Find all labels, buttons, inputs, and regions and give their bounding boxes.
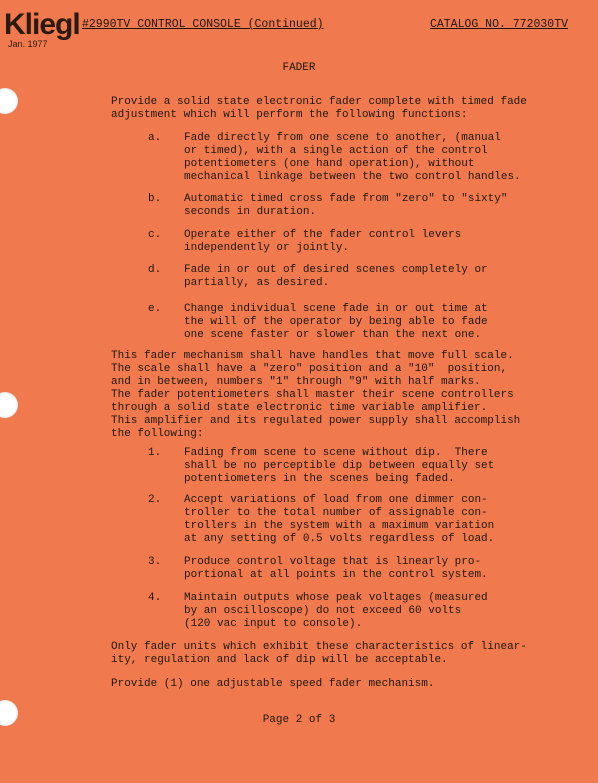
list-item-text: Fading from scene to scene without dip. There shall be no perceptible dip between equally set potentiometers in the scenes being faded. — [184, 447, 495, 485]
list-marker: a. — [148, 132, 162, 144]
section-title: FADER — [282, 62, 316, 74]
list-marker: d. — [148, 264, 162, 276]
list-item-text: Fade directly from one scene to another, (manual or timed), with a single action of the control potentiometers (one hand operation), without mechanical linkage between the two control handles. — [184, 132, 521, 183]
header-title: #2990TV CONTROL CONSOLE (Continued) — [82, 18, 324, 31]
list-marker: 1. — [148, 447, 162, 459]
acceptance-paragraph: Only fader units which exhibit these characteristics of linear- ity, regulation and lack of dip will be acceptable. — [111, 641, 527, 666]
catalog-number: CATALOG NO. 772030TV — [429, 18, 568, 31]
binder-hole-middle — [0, 392, 18, 418]
list-item-text: Fade in or out of desired scenes completely or partially, as desired. — [184, 264, 488, 289]
list-item-text: Automatic timed cross fade from "zero" to "sixty" seconds in duration. — [184, 193, 508, 218]
binder-hole-top — [0, 88, 18, 114]
list-marker: c. — [148, 229, 162, 241]
list-marker: e. — [148, 303, 162, 315]
kliegl-logo — [4, 10, 80, 49]
list-marker: 3. — [148, 556, 162, 568]
intro-paragraph: Provide a solid state electronic fader complete with timed fade adjustment which will perform the following functions: — [111, 96, 527, 121]
list-marker: b. — [148, 193, 162, 205]
list-item-text: Maintain outputs whose peak voltages (measured by an oscilloscope) do not exceed 60 volts (120 vac input to console). — [184, 592, 488, 630]
list-item-text: Accept variations of load from one dimmer con- troller to the total number of assignable con- trollers in the system with a maximum variation at any setting of 0.5 volts regardless of load. — [184, 494, 495, 545]
list-item-text: Change individual scene fade in or out time at the will of the operator by being able to fade one scene faster or slower than the next one. — [184, 303, 488, 341]
list-item-text: Produce control voltage that is linearly pro- portional at all points in the control system. — [184, 556, 488, 581]
page-number: Page 2 of 3 — [262, 714, 336, 726]
list-marker: 4. — [148, 592, 162, 604]
list-item-text: Operate either of the fader control levers independently or jointly. — [184, 229, 462, 254]
mechanism-paragraph: This fader mechanism shall have handles that move full scale. The scale shall have a "zero" position and a "10" position, and in between, numbers "1" through "9" with half marks. The fader potentiometers shall master their scene controllers through a solid state electronic time variable amplifier. This amplifier and its regulated power supply shall accomplish the following: — [111, 350, 521, 440]
logo-word: Kliegl — [4, 8, 80, 41]
provide-line: Provide (1) one adjustable speed fader mechanism. — [111, 678, 435, 690]
list-marker: 2. — [148, 494, 162, 506]
logo-date: Jan. 1977 — [8, 39, 48, 49]
